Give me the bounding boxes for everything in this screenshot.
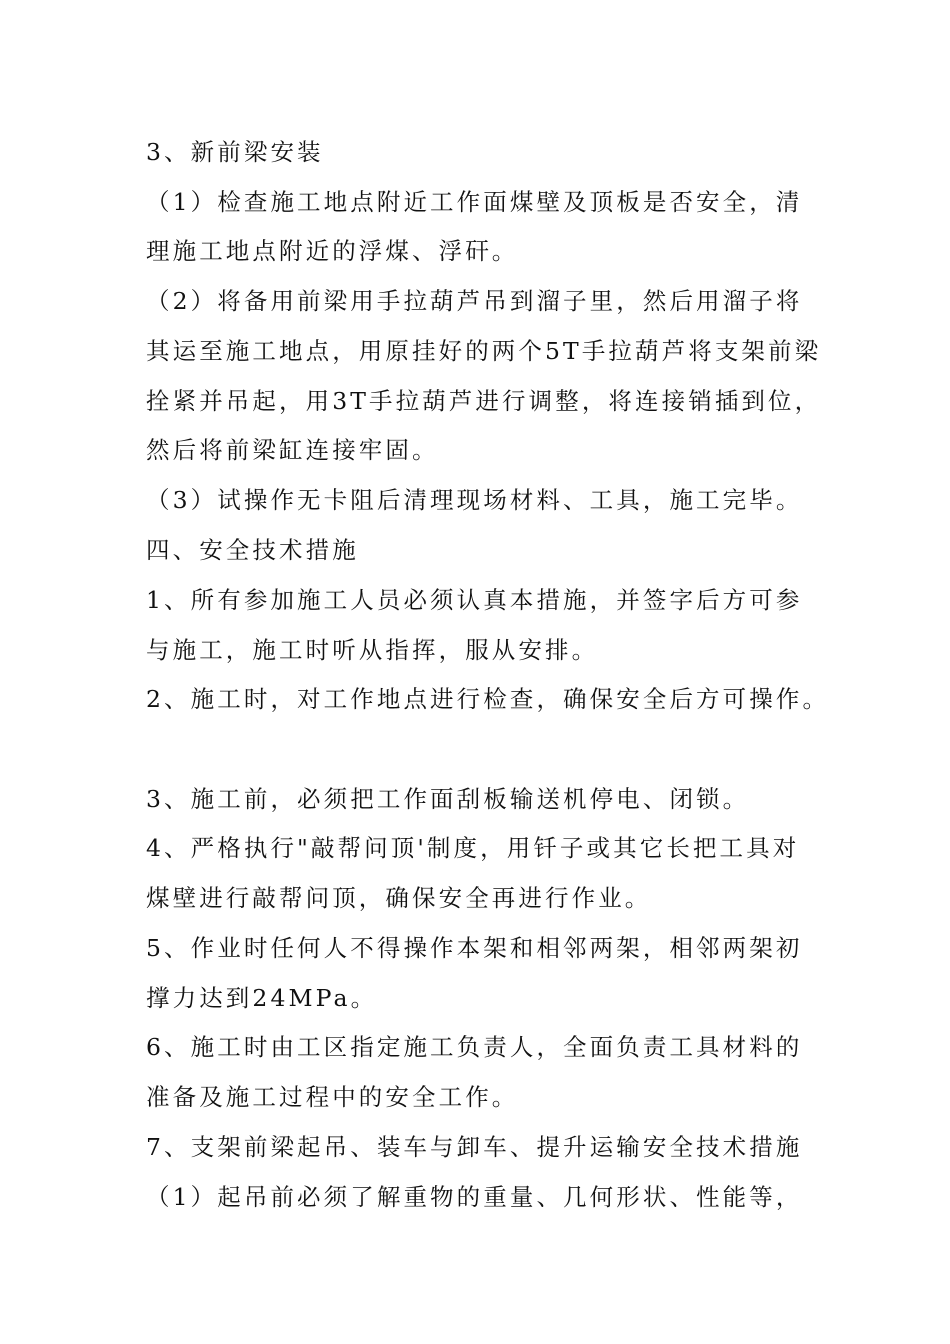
text-line: 与施工，施工时听从指挥，服从安排。	[146, 636, 599, 664]
section-heading: 四、安全技术措施	[146, 536, 359, 564]
text-line: （2）将备用前梁用手拉葫芦吊到溜子里，然后用溜子将	[146, 287, 803, 315]
text-line: 4、严格执行"敲帮问顶'制度，用钎子或其它长把工具对	[146, 834, 800, 862]
text-line: 煤壁进行敲帮问顶，确保安全再进行作业。	[146, 884, 652, 912]
text-line: 5、作业时任何人不得操作本架和相邻两架，相邻两架初	[146, 934, 803, 962]
text-line: 拴紧并吊起，用3T手拉葫芦进行调整，将连接销插到位，	[146, 387, 822, 415]
text-line: （1）起吊前必须了解重物的重量、几何形状、性能等，	[146, 1183, 803, 1211]
text-line: 理施工地点附近的浮煤、浮矸。	[146, 237, 519, 265]
text-line: 撑力达到24MPa。	[146, 984, 378, 1012]
text-line: （1）检查施工地点附近工作面煤壁及顶板是否安全，清	[146, 188, 803, 216]
text-line: 其运至施工地点，用原挂好的两个5T手拉葫芦将支架前梁	[146, 337, 822, 365]
text-line: 3、施工前，必须把工作面刮板输送机停电、闭锁。	[146, 785, 750, 813]
text-line: 准备及施工过程中的安全工作。	[146, 1083, 519, 1111]
text-line: 然后将前梁缸连接牢固。	[146, 436, 439, 464]
text-line: 1、所有参加施工人员必须认真本措施，并签字后方可参	[146, 586, 803, 614]
text-line: （3）试操作无卡阻后清理现场材料、工具，施工完毕。	[146, 486, 803, 514]
text-line: 2、施工时，对工作地点进行检查，确保安全后方可操作。	[146, 685, 830, 713]
text-line: 6、施工时由工区指定施工负责人，全面负责工具材料的	[146, 1033, 803, 1061]
text-line: 3、新前梁安装	[146, 138, 324, 166]
text-line: 7、支架前梁起吊、装车与卸车、提升运输安全技术措施	[146, 1133, 803, 1161]
